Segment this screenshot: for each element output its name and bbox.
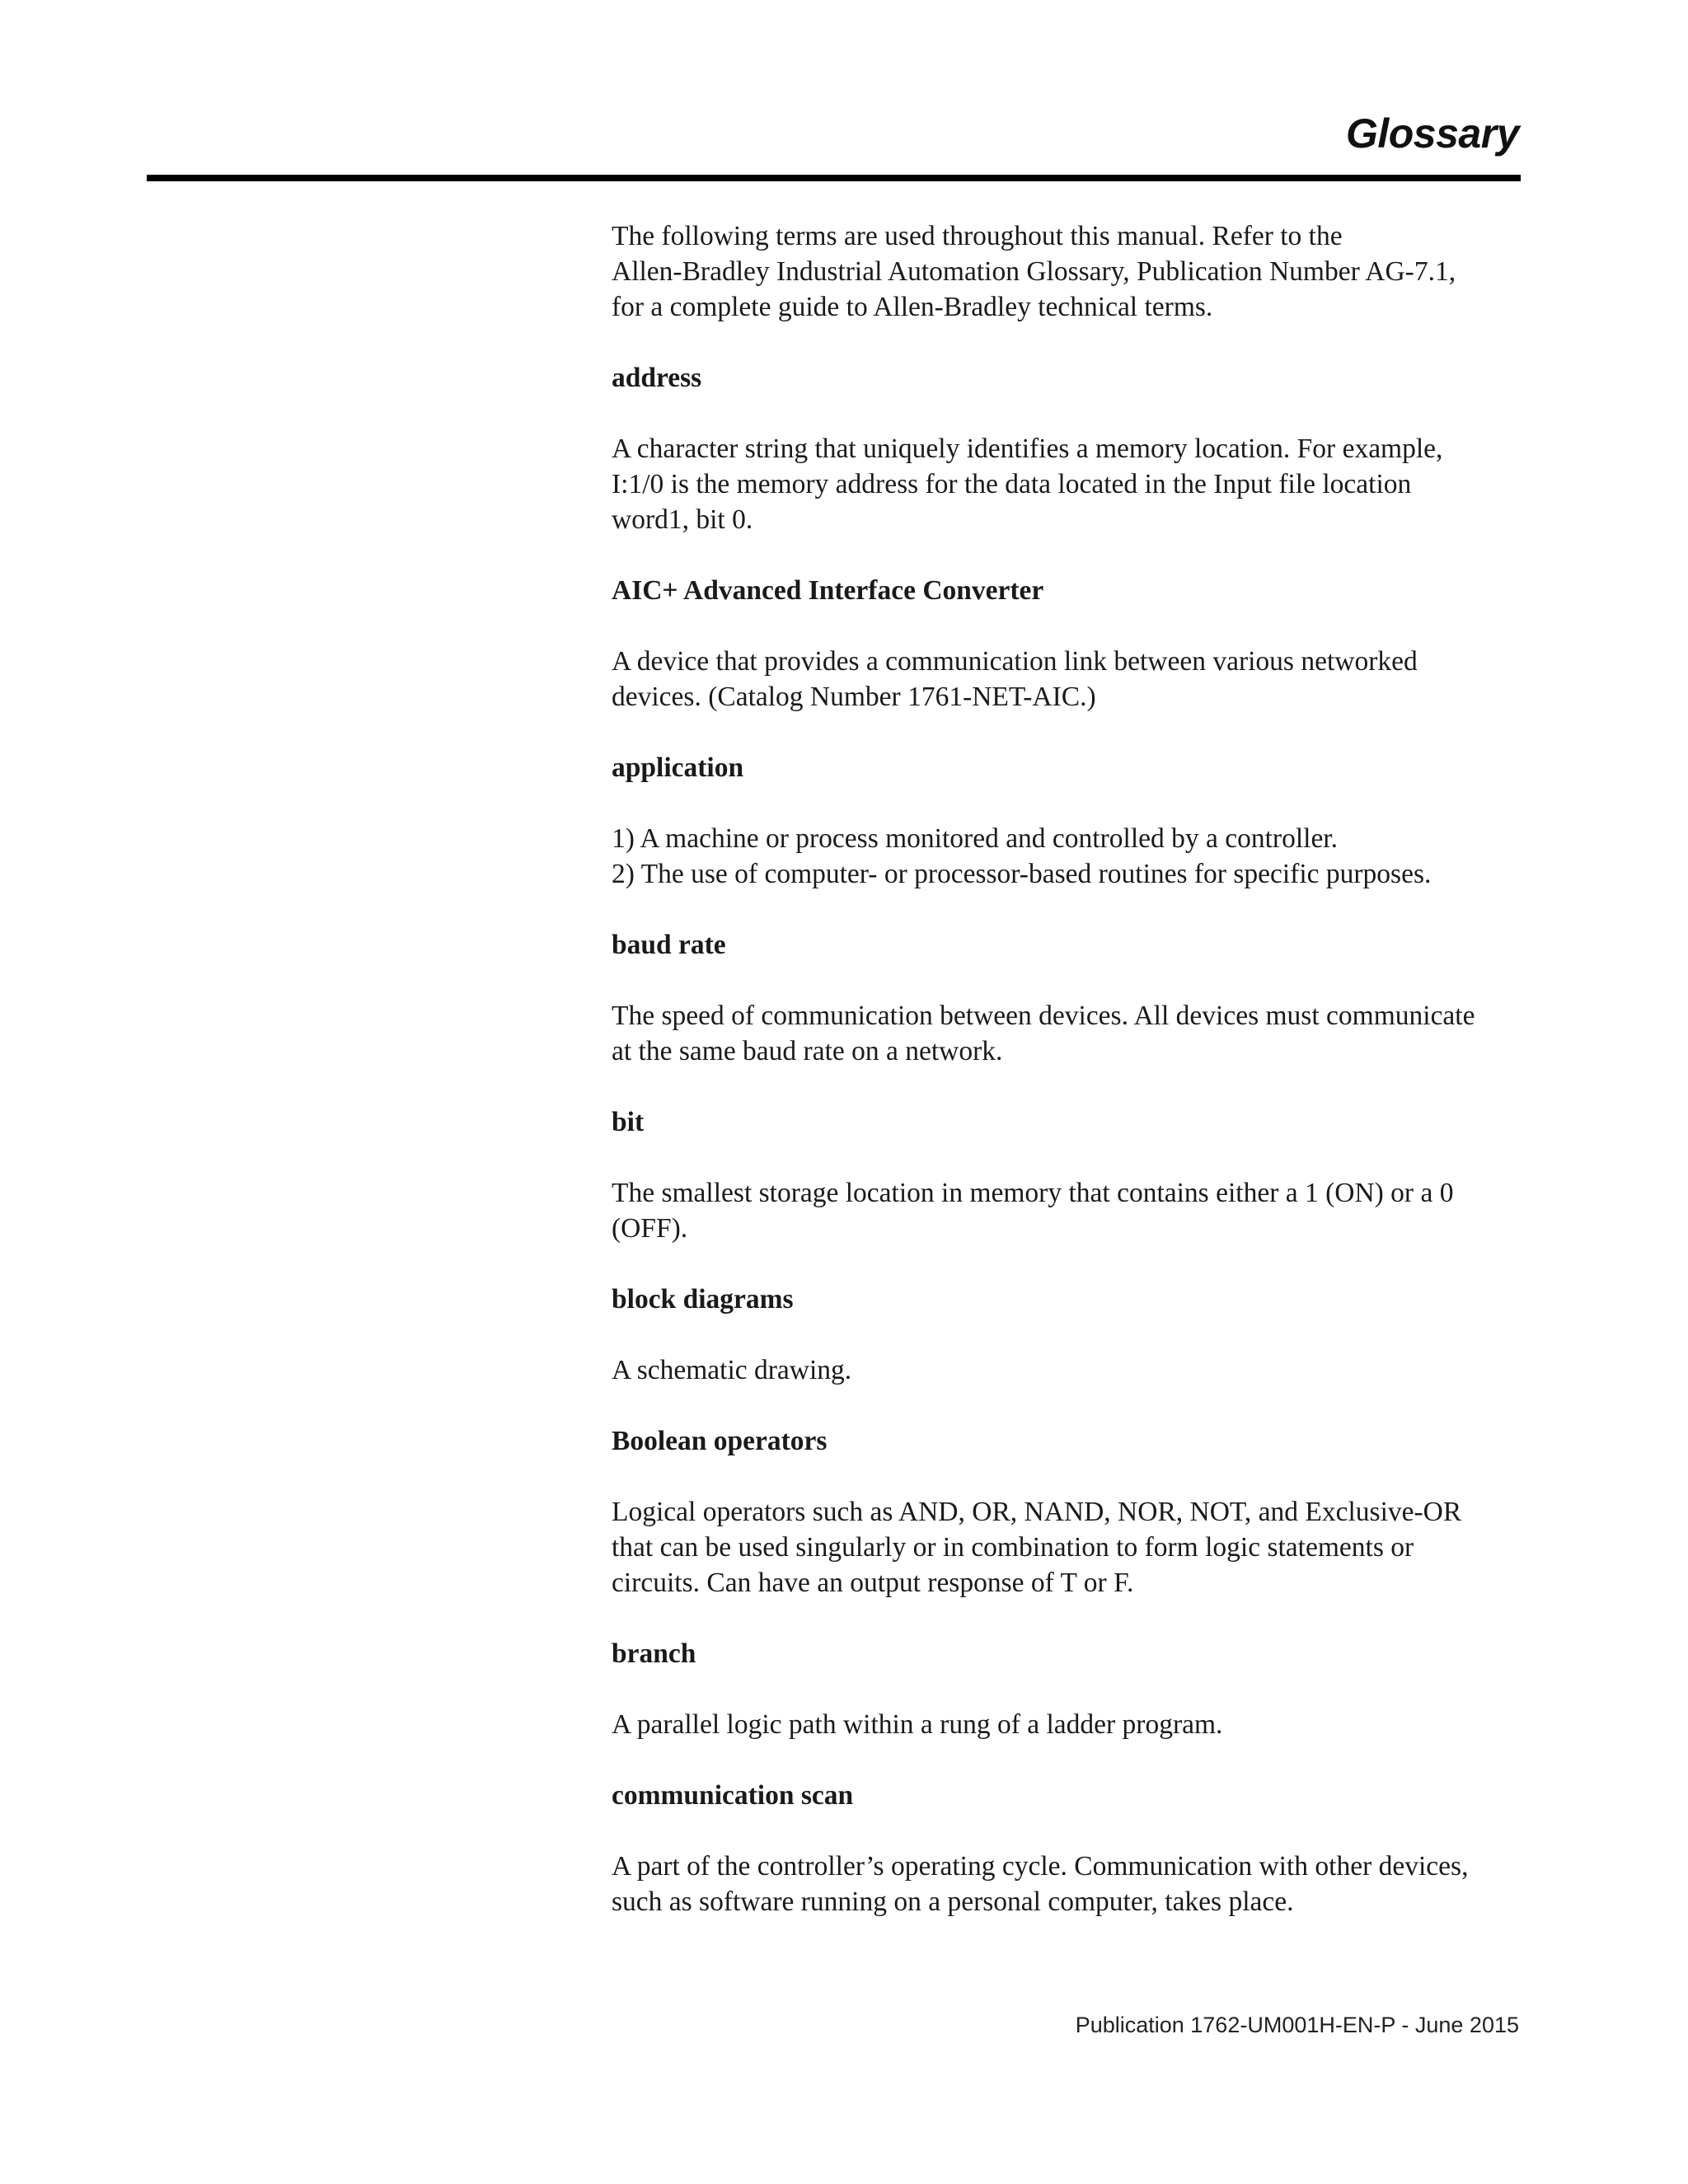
glossary-term: application [612, 752, 744, 783]
glossary-term: baud rate [612, 930, 726, 960]
glossary-term: block diagrams [612, 1284, 794, 1315]
glossary-definition [612, 1707, 1535, 1742]
glossary-definition [612, 1849, 1535, 1919]
glossary-definition [612, 644, 1535, 715]
definition-line: devices. (Catalog Number 1761-NET-AIC.) [612, 682, 1096, 712]
definition-line: A part of the controller’s operating cycle. Communication with other devices, [612, 1851, 1469, 1882]
page-title: Glossary [1345, 110, 1519, 157]
glossary-definition [612, 431, 1535, 537]
definition-line: 1) A machine or process monitored and controlled by a controller. [612, 823, 1338, 854]
intro-line: for a complete guide to Allen-Bradley technical terms. [612, 292, 1213, 322]
definition-line: Logical operators such as AND, OR, NAND, NOR, NOT, and Exclusive-OR [612, 1497, 1462, 1527]
intro-line: The following terms are used throughout this manual. Refer to the [612, 221, 1343, 251]
glossary-definition [612, 821, 1535, 892]
definition-line: (OFF). [612, 1213, 688, 1244]
glossary-term: AIC+ Advanced Interface Converter [612, 575, 1044, 606]
glossary-definition [612, 1175, 1535, 1246]
glossary-definition [612, 998, 1535, 1069]
definition-line: circuits. Can have an output response of T or F. [612, 1568, 1134, 1598]
glossary-term: branch [612, 1638, 696, 1669]
glossary-content [612, 218, 1535, 1955]
glossary-term: address [612, 363, 702, 393]
definition-line: 2) The use of computer- or processor-based routines for specific purposes. [612, 859, 1432, 889]
definition-line: A schematic drawing. [612, 1355, 852, 1385]
glossary-definition [612, 1494, 1535, 1601]
glossary-term: bit [612, 1107, 645, 1137]
glossary-term: Boolean operators [612, 1426, 828, 1456]
definition-line: word1, bit 0. [612, 504, 753, 535]
header-rule [147, 175, 1521, 181]
definition-line: A character string that uniquely identifies a memory location. For example, [612, 434, 1443, 464]
definition-line: at the same baud rate on a network. [612, 1036, 1003, 1066]
definition-line: The smallest storage location in memory that contains either a 1 (ON) or a 0 [612, 1178, 1454, 1208]
intro-line: Allen-Bradley Industrial Automation Glossary, Publication Number AG-7.1, [612, 256, 1456, 287]
definition-line: that can be used singularly or in combination to form logic statements or [612, 1532, 1414, 1563]
definition-line: A parallel logic path within a rung of a ladder program. [612, 1709, 1223, 1740]
definition-line: I:1/0 is the memory address for the data located in the Input file location [612, 469, 1412, 499]
glossary-definition [612, 1352, 1535, 1388]
intro-paragraph [612, 218, 1535, 325]
glossary-term: communication scan [612, 1780, 854, 1811]
definition-line: The speed of communication between devices. All devices must communicate [612, 1001, 1475, 1031]
publication-footer: Publication 1762-UM001H-EN-P - June 2015 [1075, 2013, 1519, 2037]
definition-line: A device that provides a communication link between various networked [612, 646, 1418, 677]
definition-line: such as software running on a personal computer, takes place. [612, 1886, 1294, 1917]
